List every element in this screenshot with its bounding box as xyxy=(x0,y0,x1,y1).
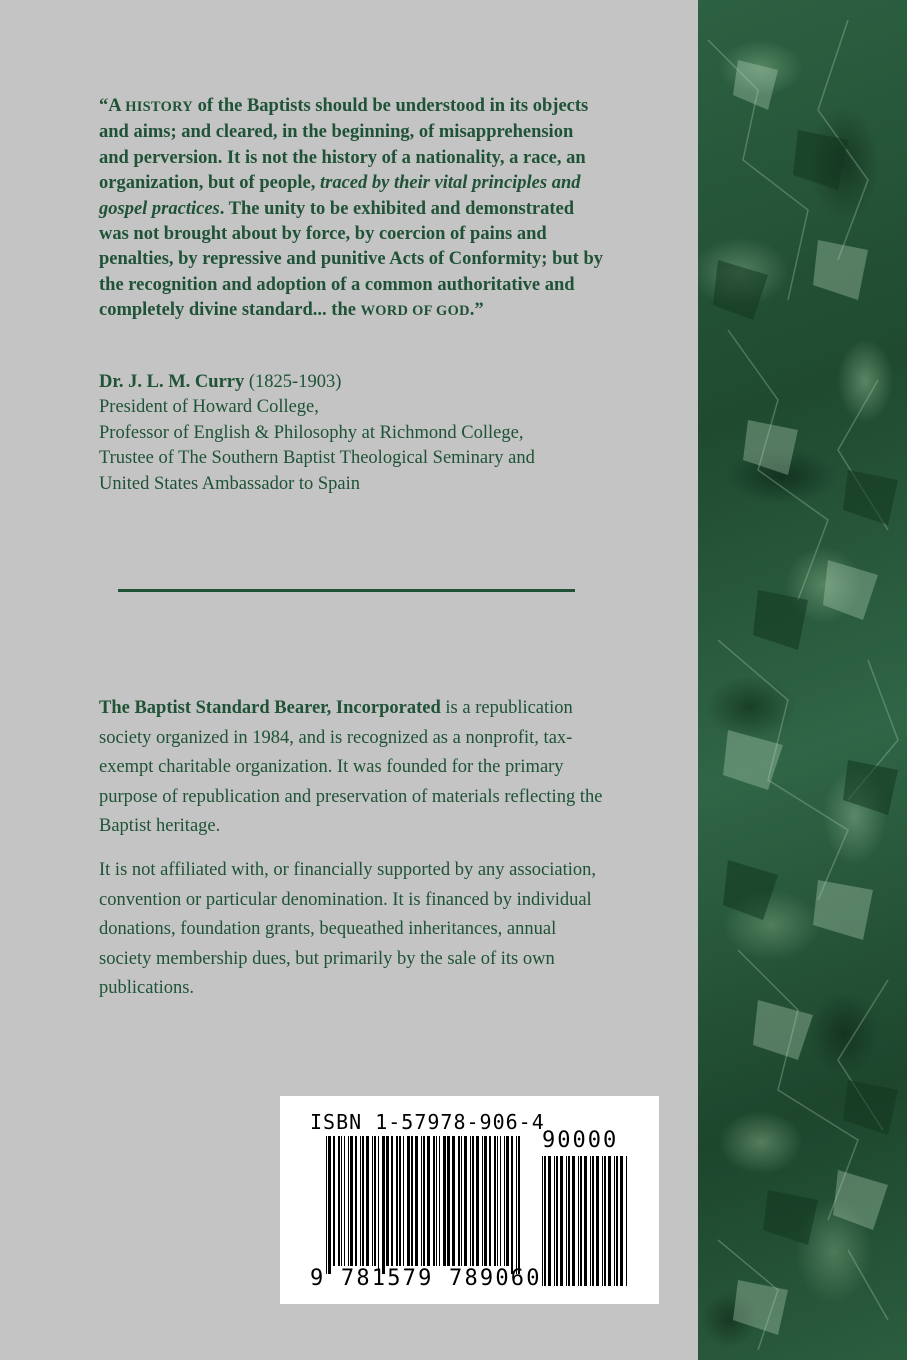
publisher-name: The Baptist Standard Bearer, Incorporated xyxy=(99,698,441,718)
barcode-bar xyxy=(411,1136,413,1266)
barcode-bar xyxy=(350,1136,353,1266)
barcode-bar xyxy=(604,1156,606,1286)
barcode-bar xyxy=(489,1136,491,1266)
quote-text-1: of the Baptists should be understood in its objects and aims; and cleared, in the beginning, of misapprehension and perversion. It is not the history of a nationality, a race, an organization, but of people, xyxy=(99,96,589,194)
publisher-paragraph-2: It is not affiliated with, or financially supported by any association, convention or particular denomination. It is financed by individual donations, foundation grants, bequeathed inheritances, annual society membership dues, but primarily by the sale of its own publications. xyxy=(99,860,596,999)
barcode-bar xyxy=(447,1136,450,1266)
barcode-bar xyxy=(326,1136,327,1274)
quote-italic: traced by their vital principles and gospel practices xyxy=(99,173,581,219)
barcode-bar xyxy=(511,1136,513,1274)
section-divider xyxy=(118,589,575,592)
quote-close: .” xyxy=(469,300,484,321)
barcode-bar xyxy=(504,1136,505,1266)
barcode-bar xyxy=(403,1136,404,1266)
barcode-bar xyxy=(560,1156,563,1286)
barcode-bar xyxy=(374,1136,376,1266)
barcode-bar xyxy=(584,1156,587,1286)
barcode-bar xyxy=(433,1136,435,1266)
barcode-bar xyxy=(620,1156,623,1286)
barcode-bar xyxy=(396,1136,398,1266)
barcode-bar xyxy=(452,1136,455,1266)
quote-attribution xyxy=(99,370,659,497)
barcode-bar xyxy=(415,1136,418,1266)
isbn-label: ISBN 1-57978-906-4 xyxy=(310,1110,545,1134)
barcode-bar xyxy=(482,1136,483,1266)
front-quote xyxy=(99,94,604,325)
barcode-bar xyxy=(516,1136,517,1274)
author-years: (1825-1903) xyxy=(244,372,342,392)
barcode-bar xyxy=(382,1136,385,1274)
barcode-bar xyxy=(580,1156,582,1286)
quote-open: “A xyxy=(99,96,126,116)
barcode-bar xyxy=(407,1136,410,1266)
quote-history-word: HISTORY xyxy=(125,99,193,115)
barcode-bar xyxy=(616,1156,618,1286)
barcode-bar xyxy=(590,1156,591,1286)
barcode-bar xyxy=(542,1156,543,1286)
author-name: Dr. J. L. M. Curry xyxy=(99,372,245,392)
barcode-bar xyxy=(497,1136,498,1266)
barcode-bar xyxy=(464,1136,467,1266)
publisher-paragraph-1 xyxy=(99,694,609,842)
barcode-bar xyxy=(556,1156,558,1286)
barcode-bar xyxy=(378,1136,379,1274)
barcode-bar xyxy=(494,1136,496,1266)
barcode-bar xyxy=(544,1156,546,1286)
barcode-bar xyxy=(399,1136,401,1266)
barcode-bar xyxy=(476,1136,479,1266)
barcode-bar xyxy=(333,1136,335,1266)
barcode-bar xyxy=(554,1156,555,1286)
barcode-bar xyxy=(386,1136,389,1266)
price-code: 90000 xyxy=(542,1128,619,1153)
author-role: President of Howard College, xyxy=(99,397,319,418)
barcode-bar xyxy=(341,1136,342,1266)
barcode-bar xyxy=(500,1136,501,1266)
barcode-bar xyxy=(362,1136,364,1266)
ean-number: 9 781579 789060 xyxy=(310,1266,542,1291)
barcode-bar xyxy=(626,1156,627,1286)
barcode-bar xyxy=(443,1136,446,1266)
barcode-bar xyxy=(328,1136,331,1274)
publisher-description: is a republication society organized in 1984, and is recognized as a nonprofit, tax-exempt charitable organization. It was founded for the primary purpose of republication and preservation of materials reflecting the Baptist heritage. xyxy=(99,698,603,837)
author-role: Professor of English & Philosophy at Richmond College, xyxy=(99,422,524,443)
barcode-bar xyxy=(592,1156,594,1286)
marble-veins xyxy=(698,0,907,1360)
barcode-bar xyxy=(608,1156,611,1286)
barcode-bar xyxy=(436,1136,437,1266)
barcode-bar xyxy=(484,1136,487,1266)
author-role: United States Ambassador to Spain xyxy=(99,473,361,494)
isbn-barcode xyxy=(280,1096,659,1304)
barcode-bar xyxy=(596,1156,599,1286)
marble-spine-texture xyxy=(698,0,907,1360)
barcode-bar xyxy=(572,1156,575,1286)
barcode-bar xyxy=(427,1136,430,1266)
barcode-bar xyxy=(355,1136,357,1266)
barcode-bar xyxy=(360,1136,361,1266)
barcode-bar xyxy=(578,1156,579,1286)
barcode-bar xyxy=(568,1156,570,1286)
barcode-bar xyxy=(614,1156,615,1286)
barcode-bar xyxy=(391,1136,393,1266)
barcode-bar xyxy=(338,1136,340,1266)
barcode-bar xyxy=(470,1136,471,1266)
barcode-bar xyxy=(348,1136,349,1266)
quote-text-2: . The unity to be exhibited and demonstrated was not brought about by force, by coercion of pains and penalties, by repressive and punitive Acts of Conformity; but by the recognition and adoption of a common authoritative and completely divine standard... the xyxy=(99,198,603,321)
author-role: Trustee of The Southern Baptist Theological Seminary and xyxy=(99,448,535,469)
barcode-bar xyxy=(439,1136,440,1266)
barcode-bar xyxy=(518,1136,520,1274)
barcode-bar xyxy=(461,1136,462,1266)
barcode-bar xyxy=(423,1136,425,1266)
barcode-bar xyxy=(366,1136,369,1266)
barcode-bar xyxy=(472,1136,474,1266)
barcode-bar xyxy=(506,1136,509,1266)
barcode-bar xyxy=(344,1136,345,1266)
barcode-bar xyxy=(458,1136,460,1266)
barcode-bar xyxy=(602,1156,603,1286)
barcode-bar xyxy=(566,1156,567,1286)
barcode-bar xyxy=(372,1136,373,1266)
quote-word-of-god: WORD OF GOD xyxy=(360,303,470,320)
barcode-bar xyxy=(548,1156,551,1286)
barcode-bar xyxy=(421,1136,422,1266)
attribution-heading xyxy=(99,370,659,395)
